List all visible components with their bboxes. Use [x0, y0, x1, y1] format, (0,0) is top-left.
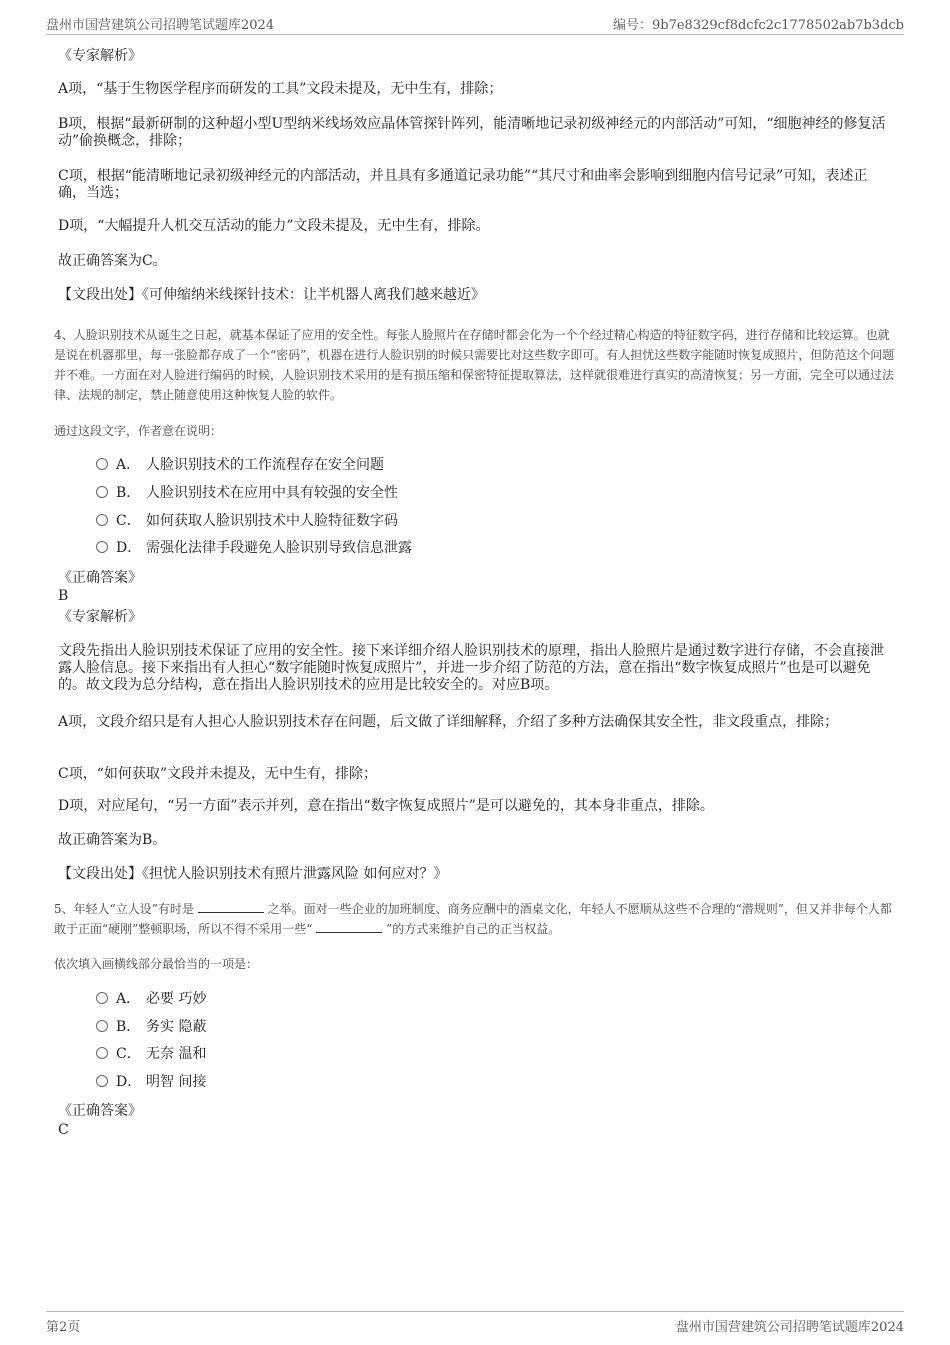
- analysis-option-a: A项，“基于生物医学程序而研发的工具”文段未提及，无中生有，排除；: [58, 81, 503, 97]
- analysis-option-a: A项，文段介绍只是有人担心人脸识别技术存在问题，后文做了详细解释，介绍了多种方法确保其安全性，非文段重点，排除；: [58, 714, 839, 730]
- q4-option-b[interactable]: B． 人脸识别技术在应用中具有较强的安全性: [96, 484, 398, 502]
- answer-statement: 故正确答案为B。: [58, 832, 167, 848]
- question-5-stem: 5、年轻人“立人设”有时是 之举。面对一些企业的加班制度、商务应酬中的酒桌文化，年轻人不愿顺从这些不合理的“潜规则”，但又并非每个人都敢于正面“硬刚”整顿职场，所以不得不采用一些“ ”的方式来维护自己的正当权益。: [54, 902, 892, 936]
- source-citation: 【文段出处】《可伸缩纳米线探针技术：让半机器人离我们越来越近》: [58, 287, 485, 303]
- footer-title: 盘州市国营建筑公司招聘笔试题库2024: [675, 1320, 904, 1335]
- question-4-prompt: 通过这段文字，作者意在说明：: [54, 424, 223, 438]
- page-number: 第2页: [46, 1320, 81, 1335]
- q5-option-c[interactable]: C． 无奈 温和: [96, 1045, 206, 1063]
- expert-analysis-label: 《专家解析》: [58, 48, 142, 64]
- radio-icon[interactable]: [96, 541, 108, 553]
- correct-answer: C: [58, 1122, 69, 1138]
- q4-option-d[interactable]: D． 需强化法律手段避免人脸识别导致信息泄露: [96, 539, 412, 557]
- q5-option-d[interactable]: D． 明智 间接: [96, 1073, 206, 1091]
- header-title: 盘州市国营建筑公司招聘笔试题库2024: [46, 18, 275, 33]
- radio-icon[interactable]: [96, 514, 108, 526]
- radio-icon[interactable]: [96, 992, 108, 1004]
- page-header: [46, 14, 904, 35]
- page-footer: [46, 1311, 904, 1338]
- analysis-option-d: D项，对应尾句，“另一方面”表示并列，意在指出“数字恢复成照片”是可以避免的，其本身非重点，排除。: [58, 798, 714, 814]
- analysis-paragraph: 文段先指出人脸识别技术保证了应用的安全性。接下来详细介绍人脸识别技术的原理，指出人脸照片是通过数字进行存储，不会直接泄露人脸信息。接下来指出有人担心“数字能随时恢复成照片”，并进一步介绍了防范的方法，意在指出“数字恢复成照片”也是可以避免的。故文段为总分结构，意在指出人脸识别技术的应用是比较安全的。对应B项。: [58, 643, 884, 693]
- q5-option-b[interactable]: B． 务实 隐蔽: [96, 1018, 206, 1036]
- question-4-stem: 4、人脸识别技术从诞生之日起，就基本保证了应用的安全性。每张人脸照片在存储时都会化为一个个经过精心构造的特征数字码，进行存储和比较运算。也就是说在机器那里，每一张脸都存成了一个“密码”，机器在进行人脸识别的时候只需要比对这些数字即可。有人担忧这些数字能随时恢复成照片，但防范这个问题并不难。一方面在对人脸进行编码的时候，人脸识别技术采用的是有损压缩和保密特征提取算法，这样就很难进行真实的高清恢复；另一方面，完全可以通过法律、法规的制定，禁止随意使用这种恢复人脸的软件。: [54, 328, 895, 402]
- radio-icon[interactable]: [96, 1075, 108, 1087]
- analysis-option-c: C项，根据“能清晰地记录初级神经元的内部活动，并且具有多通道记录功能”“其尺寸和曲率会影响到细胞内信号记录”可知，表述正确，当选；: [58, 168, 868, 201]
- correct-answer: B: [58, 588, 69, 604]
- analysis-option-d: D项，“大幅提升人机交互活动的能力”文段未提及，无中生有，排除。: [58, 218, 490, 234]
- radio-icon[interactable]: [96, 458, 108, 470]
- q5-option-a[interactable]: A． 必要 巧妙: [96, 990, 206, 1008]
- radio-icon[interactable]: [96, 1020, 108, 1032]
- document-id: 编号：9b7e8329cf8dcfc2c1778502ab7b3dcb: [612, 18, 904, 33]
- radio-icon[interactable]: [96, 1047, 108, 1059]
- expert-analysis-label: 《专家解析》: [58, 609, 142, 625]
- question-5-prompt: 依次填入画横线部分最恰当的一项是：: [54, 957, 259, 971]
- q4-option-c[interactable]: C． 如何获取人脸识别技术中人脸特征数字码: [96, 512, 398, 530]
- fill-blank-2: [316, 921, 382, 933]
- source-citation: 【文段出处】《担忧人脸识别技术有照片泄露风险 如何应对？》: [58, 866, 448, 882]
- correct-answer-label: 《正确答案》: [58, 1103, 142, 1119]
- fill-blank-1: [198, 901, 264, 913]
- radio-icon[interactable]: [96, 486, 108, 498]
- answer-statement: 故正确答案为C。: [58, 253, 167, 269]
- analysis-option-b: B项，根据“最新研制的这种超小型U型纳米线场效应晶体管探针阵列，能清晰地记录初级神经元的内部活动”可知，“细胞神经的修复活动”偷换概念，排除；: [58, 116, 886, 149]
- analysis-option-c: C项，“如何获取”文段并未提及，无中生有，排除；: [58, 766, 378, 782]
- q4-option-a[interactable]: A． 人脸识别技术的工作流程存在安全问题: [96, 456, 384, 474]
- correct-answer-label: 《正确答案》: [58, 570, 142, 586]
